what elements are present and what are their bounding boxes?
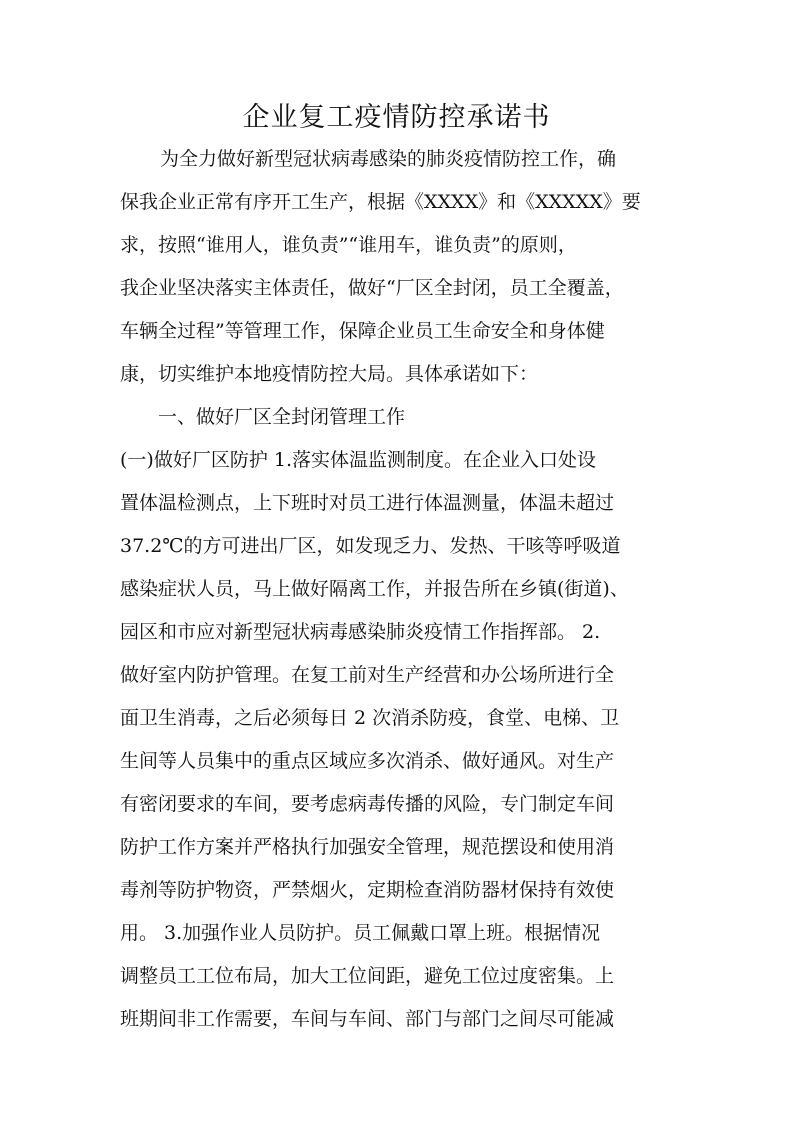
paragraph-line: 车辆全过程”等管理工作，保障企业员工生命安全和身体健 <box>120 320 605 342</box>
paragraph-line: 调整员工工位布局，加大工位间距，避免工位过度密集。上 <box>120 965 615 987</box>
paragraph-line: 防护工作方案并严格执行加强安全管理，规范摆设和使用消 <box>120 836 615 858</box>
paragraph-line: 感染症状人员，马上做好隔离工作，并报告所在乡镇(街道)、 <box>120 578 629 600</box>
paragraph-line: 有密闭要求的车间，要考虑病毒传播的风险，专门制定车间 <box>120 793 615 815</box>
paragraph-line: 为全力做好新型冠状病毒感染的肺炎疫情防控工作，确 <box>160 148 617 170</box>
document-title: 企业复工疫情防控承诺书 <box>242 102 551 133</box>
paragraph-line: 用。 3.加强作业人员防护。员工佩戴口罩上班。根据情况 <box>120 922 601 944</box>
paragraph-line: 生间等人员集中的重点区域应多次消杀、做好通风。对生产 <box>120 750 615 772</box>
paragraph-line: 保我企业正常有序开工生产，根据《XXXX》和《XXXXX》要 <box>120 191 641 213</box>
paragraph-line: 园区和市应对新型冠状病毒感染肺炎疫情工作指挥部。 2. <box>120 621 601 643</box>
section-heading: 一、做好厂区全封闭管理工作 <box>158 406 406 428</box>
paragraph-line: 面卫生消毒，之后必须每日 2 次消杀防疫，食堂、电梯、卫 <box>120 707 620 729</box>
paragraph-line: 毒剂等防护物资，严禁烟火，定期检查消防器材保持有效使 <box>120 879 615 901</box>
paragraph-line: (一)做好厂区防护 1.落实体温监测制度。在企业入口处设 <box>120 449 596 471</box>
paragraph-line: 康，切实维护本地疫情防控大局。具体承诺如下： <box>120 363 539 385</box>
paragraph-line: 我企业坚决落实主体责任，做好“厂区全封闭，员工全覆盖， <box>120 277 624 299</box>
paragraph-line: 班期间非工作需要，车间与车间、部门与部门之间尽可能减 <box>120 1008 615 1030</box>
paragraph-line: 置体温检测点，上下班时对员工进行体温测量，体温未超过 <box>120 492 615 514</box>
paragraph-line: 求，按照“谁用人，谁负责”“谁用车，谁负责”的原则， <box>120 234 577 256</box>
document-body <box>120 138 676 1041</box>
paragraph-line: 37.2℃的方可进出厂区，如发现乏力、发热、干咳等呼吸道 <box>120 535 621 557</box>
paragraph-line: 做好室内防护管理。在复工前对生产经营和办公场所进行全 <box>120 664 615 686</box>
